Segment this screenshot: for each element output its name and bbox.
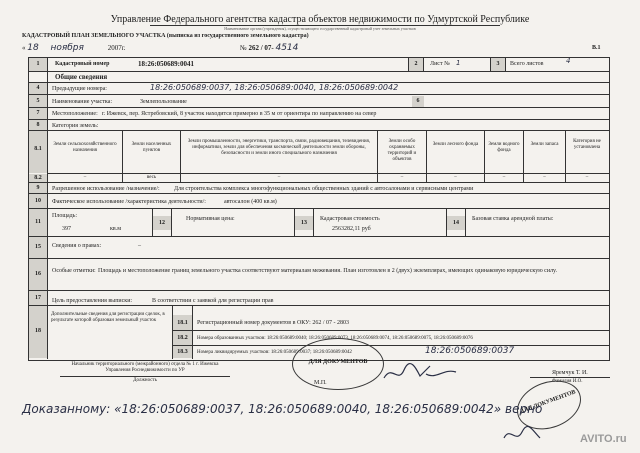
general-info-heading: Общие сведения (55, 73, 108, 81)
cadastral-value: 2563282,11 руб (332, 226, 371, 232)
watermark: AVITO.ru (580, 433, 627, 445)
row-number: 13 (301, 220, 307, 226)
sheet-label: Лист № (430, 61, 450, 67)
handwritten-signature (500, 424, 546, 446)
area-unit: кв.м (110, 226, 122, 232)
category-protected: Земли особо охраняемых территорий и объектов (387, 139, 417, 162)
category-value: – (502, 175, 506, 180)
row-number: 9 (36, 185, 40, 191)
rights-label: Сведения о правах: (52, 243, 102, 249)
category-value: – (543, 175, 546, 180)
rights-value: – (138, 243, 141, 249)
row-number: 18.1 (177, 320, 188, 326)
position-caption: Должность (133, 378, 157, 383)
category-reserve: Земли запаса (530, 142, 559, 147)
row-number: 11 (35, 219, 41, 225)
row-number: 18.2 (177, 335, 188, 341)
official-name: Яремчук Т. И. (552, 370, 588, 376)
total-cell-number: 3 (496, 61, 500, 67)
agency-title: Управление Федерального агентства кадастра объектов недвижимости по Удмуртской Республике (110, 14, 530, 25)
seal-caption: М.П. (314, 380, 327, 386)
divider (150, 25, 500, 26)
agency-subtitle: Наименование органа (учреждения), осуществляющего государственный кадастровый учет земельных участков (224, 26, 416, 31)
document-number: № 262 / 07- 4514 (240, 43, 299, 53)
total-sheets-value: 4 (566, 57, 571, 65)
cadastral-number-label: Кадастровый номер (55, 61, 110, 67)
category-value: – (585, 175, 589, 180)
special-notes-label: Особые отметки: (52, 268, 96, 274)
category-water: Земли водного фонда (488, 142, 520, 153)
plot-name-value: Землепользование (140, 99, 187, 105)
sheet-cell-number: 2 (414, 61, 418, 67)
category-value: – (277, 175, 281, 180)
row-number: 4 (36, 85, 40, 91)
cadastral-number-value: 18:26:050689:0041 (138, 60, 194, 68)
category-value: – (454, 175, 457, 180)
row-number: 7 (36, 110, 40, 116)
row-number: 14 (453, 220, 459, 226)
actual-use-label: Фактическое использование /характеристика деятельности/: (52, 199, 206, 205)
category-value: – (400, 175, 404, 180)
plot-name-label: Наименование участка: (52, 99, 112, 105)
row-number: 6 (416, 98, 420, 104)
previous-numbers-label: Предыдущие номера: (52, 86, 107, 92)
category-settlements: Земли населенных пунктов (131, 142, 172, 153)
normative-price-label: Нормативная цена: (186, 216, 235, 222)
row-number: 8 (36, 122, 40, 128)
certification-note: Доказанному: «18:26:050689:0037, 18:26:050689:0040, 18:26:050689:0042» верно (22, 402, 543, 416)
actual-use-value: автосалон (400 кв.м) (224, 199, 277, 205)
land-category-label: Категория земель: (52, 123, 99, 129)
base-rent-label: Базовая ставка арендной платы: (472, 216, 554, 222)
document-title: КАДАСТРОВЫЙ ПЛАН ЗЕМЕЛЬНОГО УЧАСТКА (выписка из государственного земельного кадастра) (22, 33, 309, 39)
cadastral-value-label: Кадастровая стоимость (320, 216, 380, 222)
location-value: г. Ижевск, пер. Ястребовский, 8 участок находится примерно в 35 м от ориентира по направлению на север (102, 111, 377, 117)
liquidated-plots-handwritten: 18:26:050689:0037 (425, 346, 515, 356)
row-number: 8.2 (34, 175, 42, 181)
row-number: 10 (35, 198, 41, 204)
category-agricultural: Земли сельскохозяйственного назначения (53, 142, 117, 153)
category-industrial: Земли промышленности, энергетики, транспорта, связи, радиовещания, телевидения, информатики, земли для обеспечения космической деятельности земли обороны, безопасности и земли иного специального назначения (187, 139, 371, 156)
form-code: В.1 (592, 45, 601, 51)
special-notes-value: Площадь и местоположение границ земельного участка соответствуют материалам межевания. План изготовлен в 2 (двух) экземплярах, имеющих одинаковую юридическую силу. (98, 268, 557, 274)
location-label: Местоположение: (52, 111, 98, 117)
category-unset: Категория не установлена (573, 139, 601, 150)
registration-number: Регистрационный номер документов в ОКУ: 262 / 07 - 2803 (197, 320, 350, 326)
additional-info-label: Дополнительные сведения для регистрации сделок, в результате которой образован земельный участок (51, 312, 165, 323)
row-number: 1 (36, 61, 40, 67)
row-number: 12 (159, 220, 165, 226)
handwritten-signature (380, 360, 460, 386)
row-number: 16 (35, 271, 41, 277)
document-date: « 18 ноября 2007г. (22, 43, 126, 53)
permitted-use-value: Для строительства комплекса многофункциональных общественных зданий с автосалонами и сервисными центрами (174, 186, 474, 192)
permitted-use-label: Разрешенное использование /назначение/: (52, 186, 160, 192)
category-value: весь (146, 175, 157, 180)
row-number: 5 (36, 98, 40, 104)
category-forest: Земли лесного фонда (432, 142, 479, 147)
previous-numbers-value: 18:26:050689:0037, 18:26:050689:0040, 18:26:050689:0042 (150, 83, 399, 92)
copy-stamp: ДЛЯ ДОКУМЕНТОВ (510, 372, 588, 438)
total-sheets-label: Всего листов (510, 61, 544, 67)
area-value: 397 (62, 226, 71, 232)
formed-plots: Номера образованных участков: 18:26:050689:0040; 18:26:050689:0073, 18:26:050689:0074, 18:26:050689:0075, 18:26:050689:0076 (197, 336, 473, 341)
official-organization: Начальник территориального (межрайонного) отдела № 1 г. Ижевска Управления Роснедвижимости по УР (71, 362, 219, 373)
purpose-label: Цель предоставления выписки: (52, 298, 133, 304)
row-number: 15 (35, 244, 41, 250)
row-number: 17 (35, 295, 41, 301)
row-number: 8.1 (34, 146, 42, 152)
row-number: 18.3 (177, 349, 188, 355)
fio-caption: Фамилия И.О. (552, 379, 583, 384)
official-seal: ДЛЯ ДОКУМЕНТОВ (292, 338, 384, 390)
row-number: 18 (35, 328, 41, 334)
liquidated-plots: Номера ликвидируемых участков: 18:26:050689:0037; 18:26:050689:0042 (197, 350, 352, 355)
sheet-value: 1 (456, 59, 461, 67)
area-label: Площадь: (52, 213, 78, 219)
category-value: – (83, 175, 87, 180)
purpose-value: В соответствии с заявкой для регистрации прав (152, 298, 274, 304)
